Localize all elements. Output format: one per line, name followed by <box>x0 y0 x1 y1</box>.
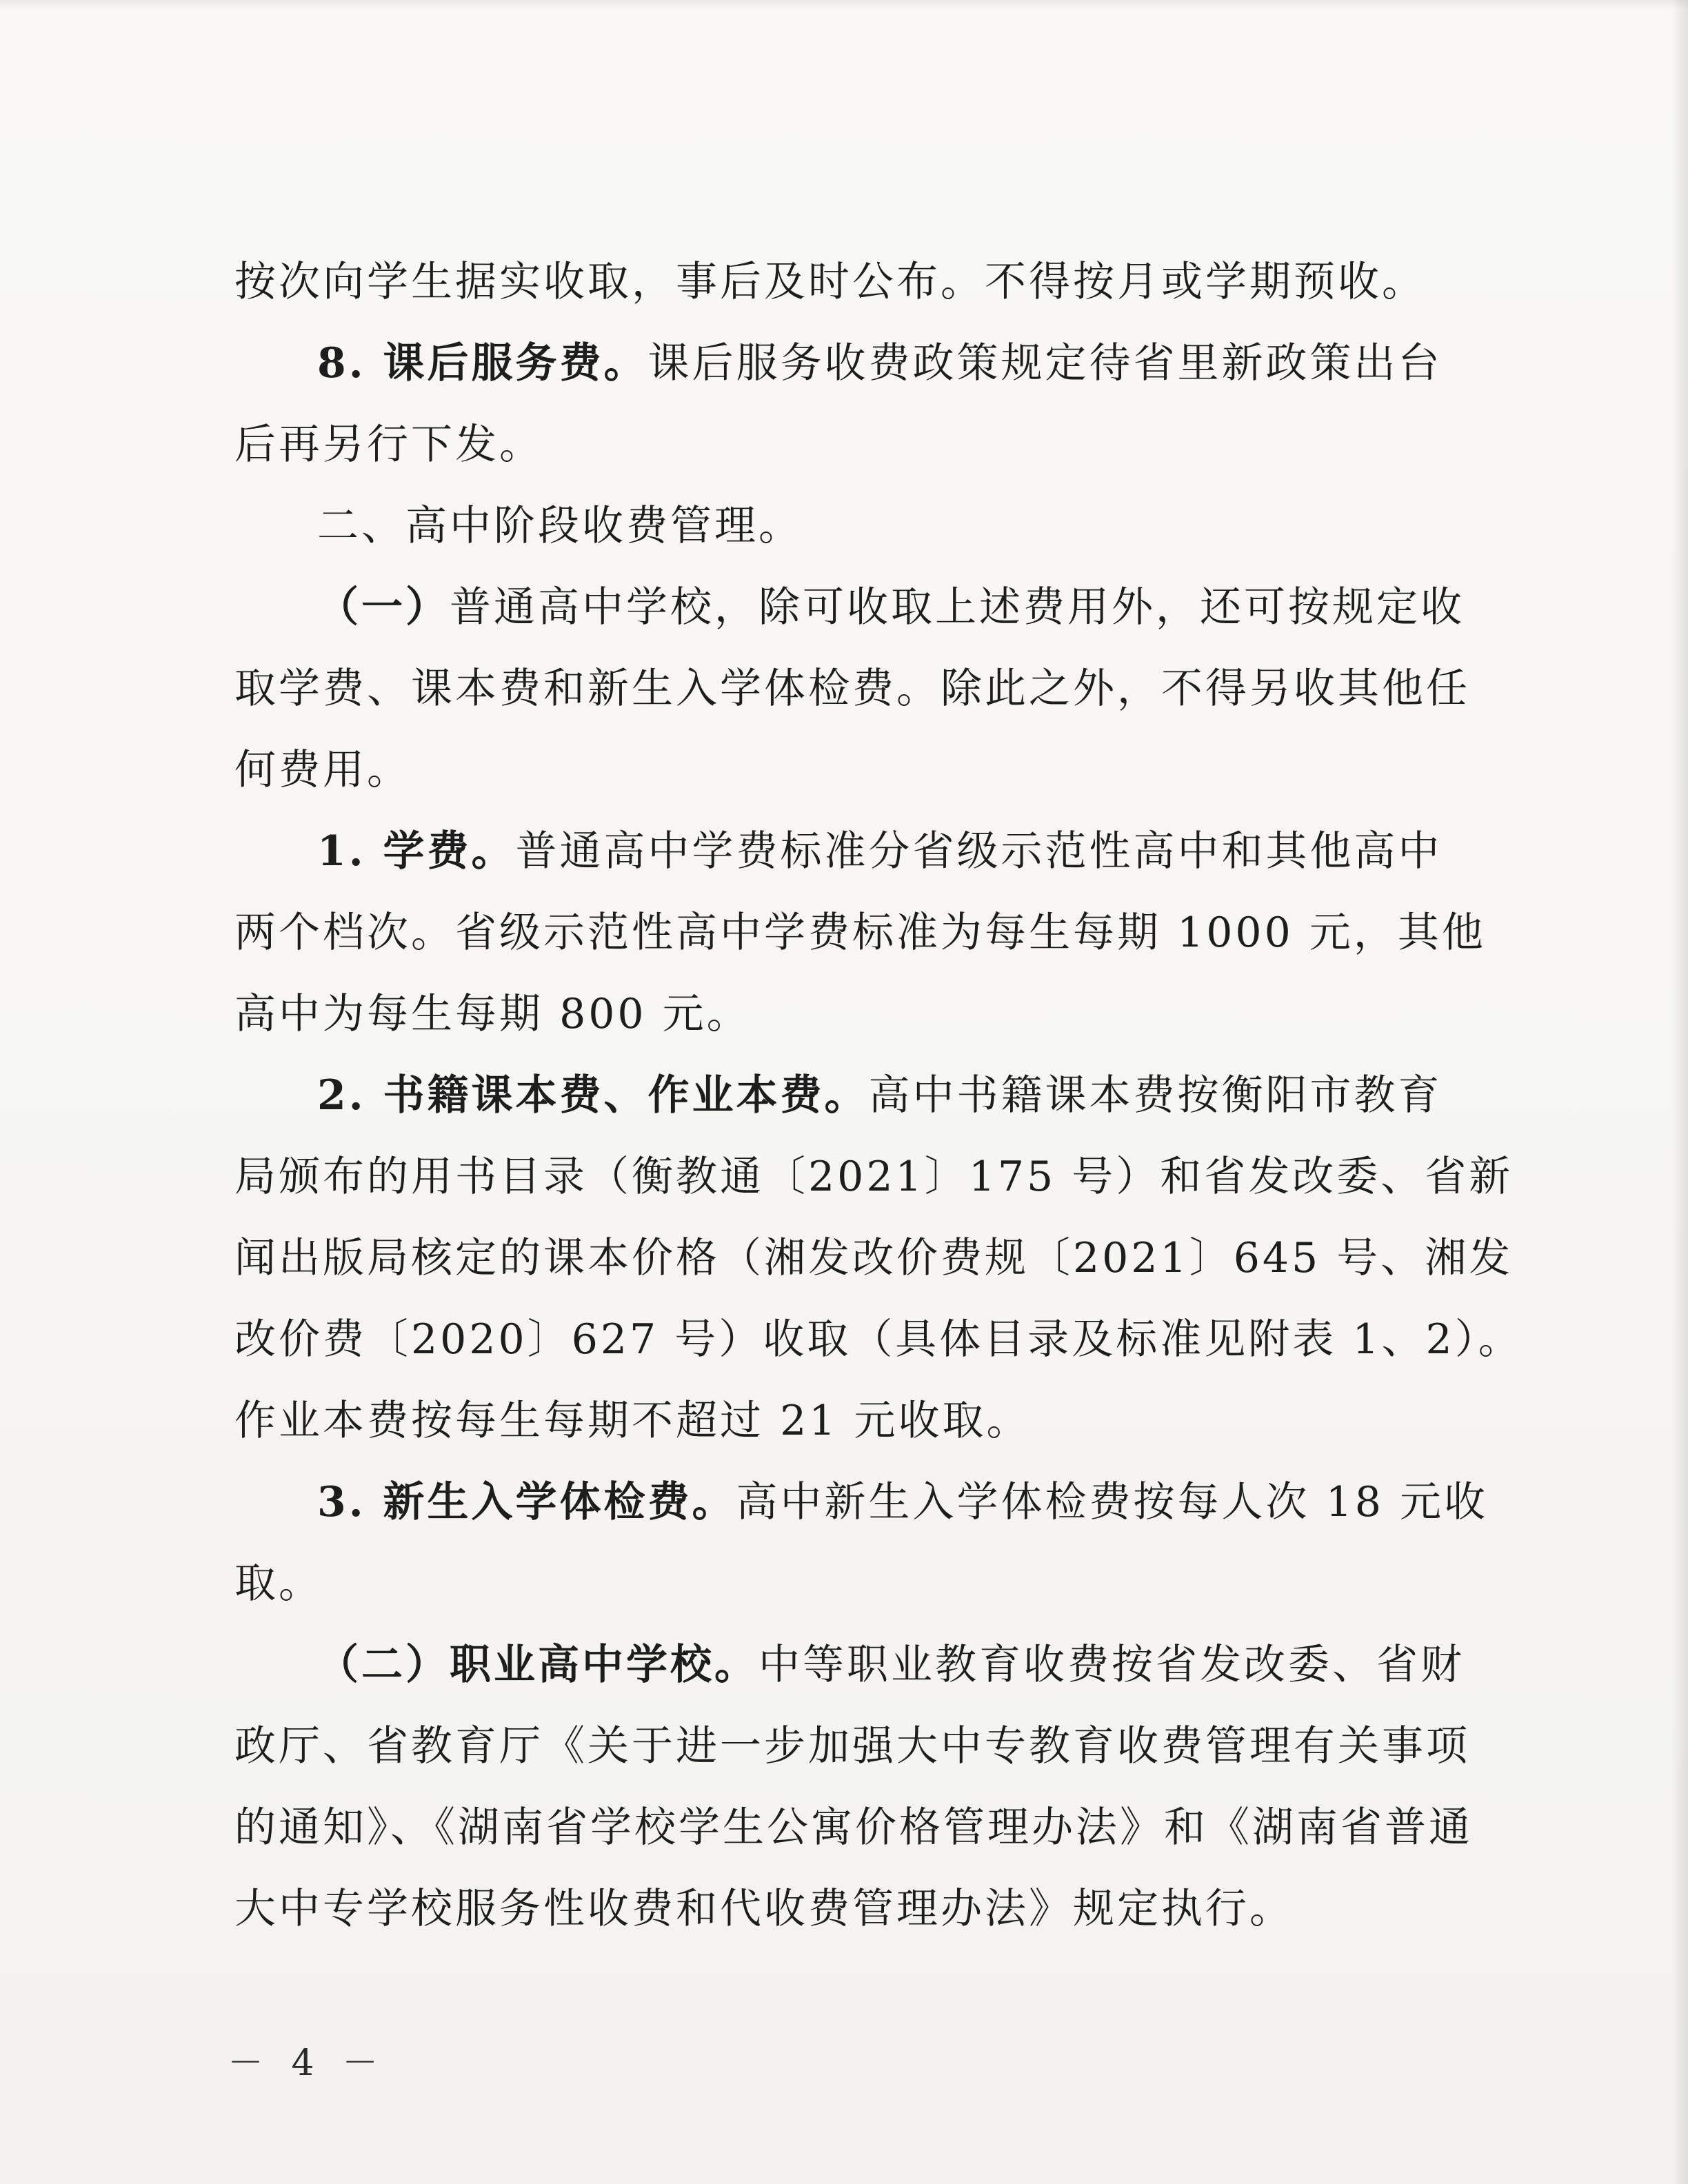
paragraph-line: 何费用。 <box>234 746 411 794</box>
paragraph-line: 改价费〔2020〕627 号）收取（具体目录及标准见附表 1、2）。 <box>234 1315 1523 1364</box>
section-heading: 二、高中阶段收费管理。 <box>317 502 803 550</box>
paragraph-line: 高中为每生每期 800 元。 <box>234 990 751 1038</box>
subsection-marker: （一） <box>317 583 450 631</box>
item-text: 课后服务收费政策规定待省里新政策出台 <box>647 339 1443 387</box>
paragraph-line: 作业本费按每生每期不超过 21 元收取。 <box>234 1397 1031 1445</box>
paragraph-line: 取学费、课本费和新生入学体检费。除此之外，不得另收其他任 <box>234 665 1470 713</box>
document-body <box>234 241 1523 1950</box>
paragraph-line <box>234 323 1448 404</box>
item-heading: 3. 新生入学体检费。 <box>317 1478 736 1526</box>
paragraph-line <box>234 1055 1448 1136</box>
paragraph-line <box>234 811 1448 892</box>
paragraph-line: 取。 <box>234 1559 323 1608</box>
paragraph-line: 按次向学生据实收取，事后及时公布。不得按月或学期预收。 <box>234 258 1426 306</box>
item-text: 中等职业教育收费按省发改委、省财 <box>758 1641 1465 1689</box>
paragraph-line <box>234 567 1465 648</box>
page-number: － 4 － <box>228 2043 387 2084</box>
scan-shadow-top <box>0 0 1688 10</box>
paragraph-line: 大中专学校服务性收费和代收费管理办法》规定执行。 <box>234 1885 1294 1933</box>
paragraph-line: 局颁布的用书目录（衡教通〔2021〕175 号）和省发改委、省新 <box>234 1153 1514 1201</box>
paragraph-line <box>234 1624 1465 1706</box>
item-text: 普通高中学费标准分省级示范性高中和其他高中 <box>515 827 1443 876</box>
paragraph-line: 的通知》、《湖南省学校学生公寓价格管理办法》和《湖南省普通 <box>234 1803 1473 1852</box>
item-heading: 2. 书籍课本费、作业本费。 <box>317 1071 869 1120</box>
paragraph-line: 后再另行下发。 <box>234 421 543 469</box>
item-heading: 8. 课后服务费。 <box>317 339 648 387</box>
scan-shadow-right <box>1671 0 1688 2184</box>
subsection-heading: （二）职业高中学校。 <box>317 1641 758 1689</box>
paragraph-line: 闻出版局核定的课本价格（湘发改价费规〔2021〕645 号、湘发 <box>234 1234 1514 1282</box>
item-text: 普通高中学校，除可收取上述费用外，还可按规定收 <box>450 583 1465 631</box>
item-heading: 1. 学费。 <box>317 827 516 876</box>
paragraph-line: 两个档次。省级示范性高中学费标准为每生每期 1000 元，其他 <box>234 909 1486 957</box>
paragraph-line: 政厅、省教育厅《关于进一步加强大中专教育收费管理有关事项 <box>234 1722 1470 1770</box>
item-text: 高中书籍课本费按衡阳市教育 <box>868 1071 1443 1120</box>
item-text: 高中新生入学体检费按每人次 18 元收 <box>736 1478 1489 1526</box>
paragraph-line <box>234 1462 1489 1543</box>
